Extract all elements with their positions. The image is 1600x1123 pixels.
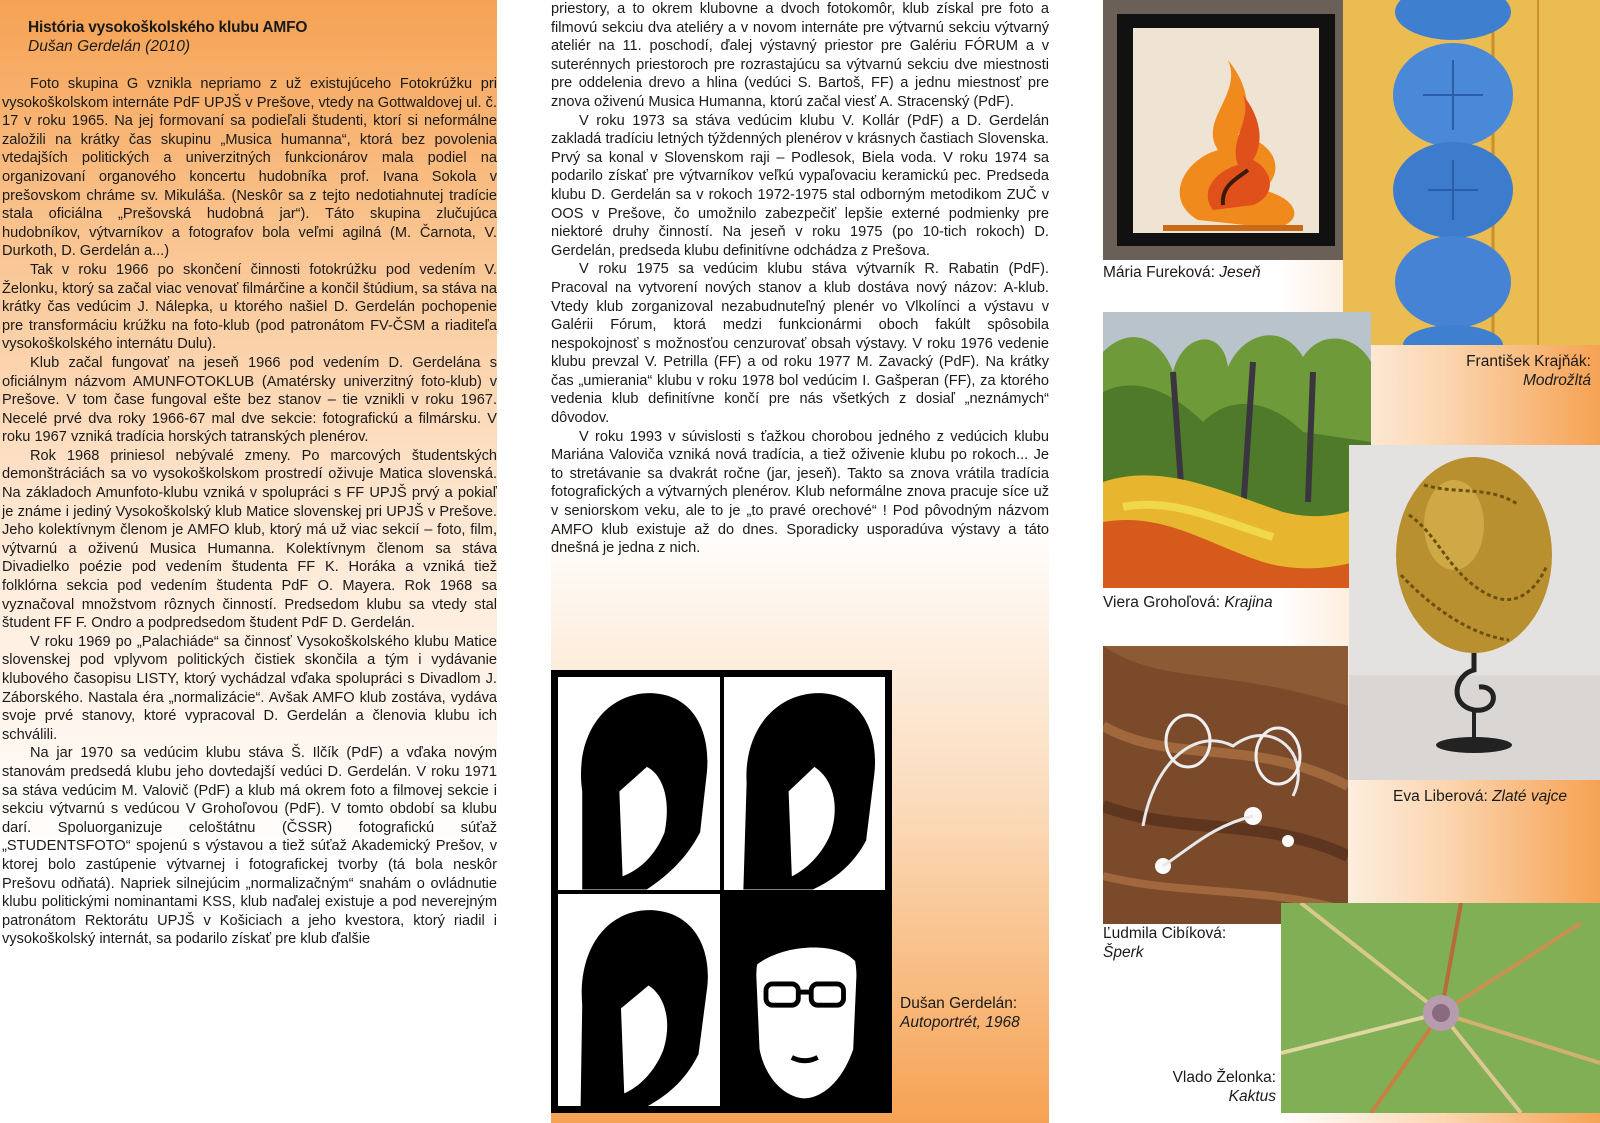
hair-jewel-photo bbox=[1103, 646, 1348, 924]
paragraph: V roku 1975 sa vedúcim klubu stáva výtvarník R. Rabatin (PdF). Pracoval na vytvorení nových stanov a klub dostáva nový názov: A-klub. Vtedy klub zorganizoval nezabudnuteľný plenér vo Vlkolínci a výstavu v Galérii Fórum, ktorá medzi funkcionármi oboch fakúlt spôsobila nespokojnosť s možnosťou cenzurovať obsah výstavy. V roku 1976 vedenie klubu prevzal V. Petrilla (FF) a od roku 1977 M. Zavacký (PdF). Na krátky čas „umierania“ klubu v roku 1978 bol vedúcim I. Gašperan (FF), za ktorého vedenia klub definitívne končí pre nás všetkých z dosiaľ „neznámych“ dôvodov. bbox=[551, 261, 1049, 427]
article-column-1 bbox=[0, 0, 497, 1123]
portrait-caption bbox=[900, 994, 1020, 1032]
cactus-photo bbox=[1281, 903, 1600, 1113]
landscape-painting bbox=[1103, 312, 1371, 588]
paragraph: Tak v roku 1966 po skončení činnosti fotokrúžku pod vedením V. Želonku, ktorý sa začal viac venovať filmárčine a končil štúdium, sa stáva na krátky čas vedúcim J. Nálepka, u ktorého našiel D. Gerdelán pochopenie pre transformáciu krúžku na foto-klub (pod patronátom FV-ČSM a riaditeľa vysokoškolského internátu Dulu). bbox=[2, 261, 497, 353]
caption-work: Modrožltá bbox=[1522, 372, 1591, 389]
portrait-frame bbox=[558, 894, 720, 1107]
caption-author: Vlado Želonka: bbox=[1172, 1069, 1276, 1086]
paragraph: Klub začal fungovať na jeseň 1966 pod vedením D. Gerdelána s oficiálnym názvom AMUNFOTOKLUB (Amatérsky univerzitný foto-klub) v Prešove. V tom čase fungoval ešte bez stanov – tie vznikli v roku 1967. Necelé prvé dva roky 1966-67 mal dve sekcie: fotografickú a filmársku. V roku 1967 vzniká tradícia horských tatranských plenérov. bbox=[2, 354, 497, 446]
paragraph: Na jar 1970 sa vedúcim klubu stáva Š. Ilčík (PdF) a vďaka novým stanovám predsedá klubu jeho dovtedajší vedúci D. Gerdelán. V roku 1971 sa stáva vedúcim M. Valovič (PdF) a klub má okrem foto a filmovej sekcie i sekciu výtvarnú s vedúcou V Grohoľovou (PdF). V tomto období sa klubu darí. Spoluorganizuje celoštátnu (ČSSR) fotografickú súťaž „STUDENTSFOTO“ spojenú s výstavou a tiež súťaž Akademický Prešov, v ktorej bolo zastúpenie výtvarnej i fotografickej tvorby (tá bola neskôr Prešovu odňatá). Napriek silnejúcim „normalizačným“ snahám o ovládnutie klubu politickými nominantami KSS, klub naďalej existuje a pod neverejným patronátom Rektorátu UPJŠ v Košiciach a jeho kvestora, ktorý riadil i vysokoškolský internát, sa podarilo získať pre klub ďalšie bbox=[2, 745, 497, 948]
caption-work: Autoportrét, 1968 bbox=[900, 1014, 1020, 1031]
zelonka-caption bbox=[1120, 1068, 1276, 1106]
caption-author: Mária Fureková: bbox=[1103, 264, 1220, 281]
article-title: História vysokoškolského klubu AMFO bbox=[28, 19, 308, 36]
golden-egg-photo bbox=[1349, 445, 1600, 780]
caption-work: Kaktus bbox=[1228, 1088, 1276, 1105]
article-author: Dušan Gerdelán (2010) bbox=[28, 38, 190, 55]
blue-logs-photo bbox=[1343, 0, 1600, 345]
caption-author: Dušan Gerdelán: bbox=[900, 995, 1018, 1012]
portrait-photo bbox=[551, 670, 892, 1113]
portrait-frame bbox=[724, 677, 886, 890]
caption-work: Šperk bbox=[1103, 944, 1144, 961]
paragraph: V roku 1973 sa stáva vedúcim klubu V. Kollár (PdF) a D. Gerdelán zakladá tradíciu letných týždenných plenérov v krásnych častiach Slovenska. Prvý sa konal v Slovenskom raji – Podlesok, Biela voda. V roku 1974 sa podarilo získať pre výtvarníkov veľkú vypaľovaciu keramickú pec. Predseda klubu D. Gerdelán sa v rokoch 1972-1975 stal odborným metodikom ZUČ v OOS v Prešove, čo umožnilo zabezpečiť lepšie externé podmienky pre niektoré druhy činností. Na jeseň v roku 1975 (po 10-tich rokoch) D. Gerdelán, predseda klubu definitívne odchádza z Prešova. bbox=[551, 112, 1049, 259]
liberova-caption bbox=[1393, 787, 1567, 806]
furekova-caption bbox=[1103, 263, 1261, 282]
paragraph: priestory, a to okrem klubovne a dvoch fotokomôr, klub získal pre foto a filmovú sekciu dva ateliéry a v novom internáte pre výtvarnú sekciu výtvarný ateliér na 11. poschodí, ďalej výstavný priestor pre Galériu FÓRUM a v suterénnych priestoroch pre rozrastajúcu sa výtvarnú sekciu dve miestnosti pre oddelenia drevo a hlina (vedúci S. Bartoš, FF) a jednu miestnosť pre znova oživenú Musica Humanna, ktorú začal viesť A. Stracenský (PdF). bbox=[551, 1, 1049, 110]
portrait-frame bbox=[558, 677, 720, 890]
paragraph: Foto skupina G vznikla nepriamo z už existujúceho Fotokrúžku pri vysokoškolskom internáte PdF UPJŠ v Prešove, vtedy na Gottwaldovej ul. č. 17 v roku 1965. Na jej formovaní sa podieľali študenti, ktorí si neformálne založili na krátky čas skupinu „Musica humanna“, ktorá bez povolenia vtedajších politických a univerzitných funkcionárov mala podiel na organizovaní organového koncertu hudobníka prof. Ivana Sokola v prešovskom chráme sv. Mikuláša. (Neskôr sa z tejto nedotiahnutej tradície stala oficiálna „Prešovská hudobná jar“). Táto skupina zlučujúca hudobníkov, výtvarníkov a fotografov bola veľmi agilná (M. Čarnota, V. Durkoth, D. Gerdelán a...) bbox=[2, 76, 497, 260]
caption-author: Eva Liberová: bbox=[1393, 788, 1493, 805]
cibikova-caption bbox=[1103, 924, 1226, 962]
caption-work: Jeseň bbox=[1219, 264, 1261, 281]
paragraph: V roku 1993 v súvislosti s ťažkou chorobou jedného z vedúcich klubu Mariána Valoviča vzniká nová tradícia, a tiež oživenie klubu po rokoch... Je to stretávanie sa dvakrát ročne (jar, jeseň). Takto sa znova vrátila tradícia fotografických a výtvarných plenérov. Klub neformálne znova pracuje síce už v seniorskom veku, ale to je „to pravé orechové“ ! Pod pôvodným názvom AMFO klub existuje až do dnes. Sporadicky usporadúva výstavy a táto dnešná je jedna z nich. bbox=[551, 428, 1049, 557]
paragraph: V roku 1969 po „Palachiáde“ sa činnosť Vysokoškolského klubu Matice slovenskej pod vplyvom politických čistiek skončila a tým i vydávanie klubového časopisu LISTY, ktorý vychádzal vďaka spolupráci s Divadlom J. Záborského. Nastala éra „normalizácie“. Avšak AMFO klub zostáva, vydáva svoje prvé stanovy, ktoré vypracoval D. Gerdelán a členovia klubu ich schválili. bbox=[2, 633, 497, 743]
caption-work: Zlaté vajce bbox=[1492, 788, 1568, 805]
groholova-caption bbox=[1103, 593, 1273, 612]
krajnak-caption bbox=[1373, 352, 1591, 390]
caption-author: František Krajňák: bbox=[1466, 353, 1591, 370]
caption-author: Viera Grohoľová: bbox=[1103, 594, 1225, 611]
paragraph: Rok 1968 priniesol nebývalé zmeny. Po marcových študentských demonštráciách sa vo vysokoškolskom prostredí oživuje Matica slovenská. Na základoch Amunfoto-klubu vzniká v spolupráci s FF UPJŠ prvý a pokiaľ je známe i jediný Vysokoškolský klub Matice slovenskej pri UPJŠ v Prešove. Jeho kolektívnym členom je AMFO klub, ktorý má už viac sekcií – foto, film, výtvarnú a oživenú Musica Humanna. Kolektívnym členom sa stáva Divadielko poézie pod vedením študenta FF K. Horáka a vzniká tiež folklórna sekcia pod vedením študenta PdF O. Mayera. Rok 1968 sa vyznačoval množstvom rôznych činností. Predsedom klubu sa vtedy stal študent FF F. Ondro a podpredsedom študent PdF D. Gerdelán. bbox=[2, 447, 497, 632]
caption-author: Ľudmila Cibíková: bbox=[1103, 925, 1227, 942]
portrait-frame bbox=[724, 894, 886, 1107]
caption-work: Krajina bbox=[1224, 594, 1273, 611]
autumn-painting bbox=[1103, 0, 1363, 260]
